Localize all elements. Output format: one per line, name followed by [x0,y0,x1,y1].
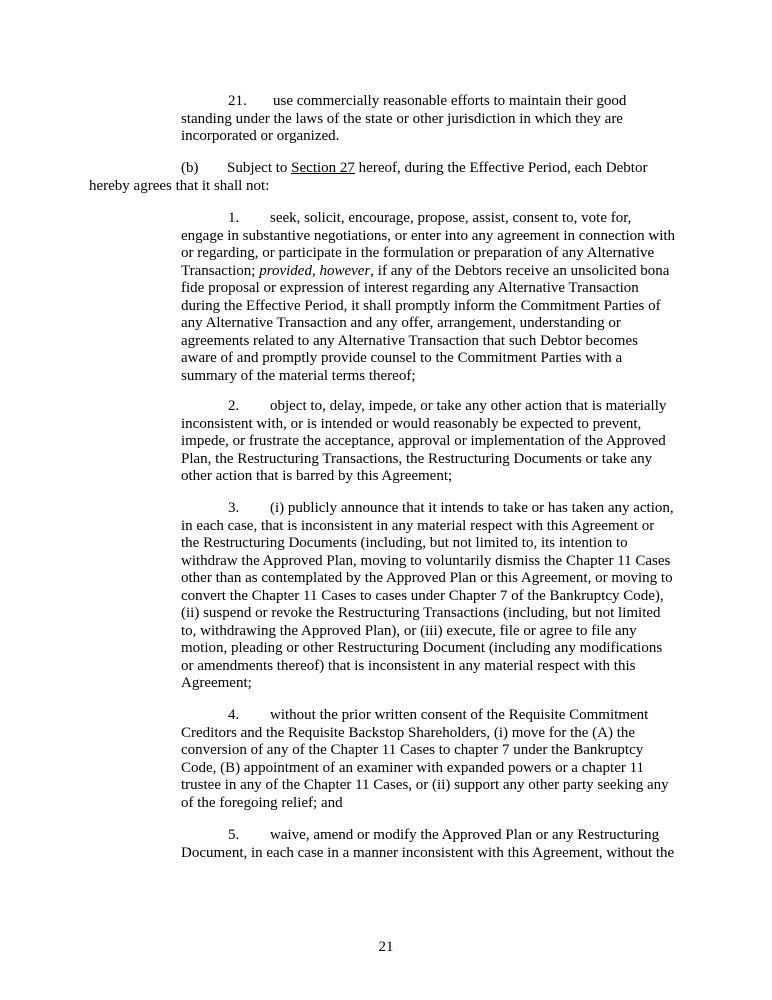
paragraph-line: (ii) suspend or revoke the Restructuring Transactions (including, but not limited [181,605,661,621]
paragraph-line: Creditors and the Requisite Backstop Shareholders, (i) move for the (A) the [181,724,636,741]
paragraph-line: 3. (i) publicly announce that it intends to take or has taken any action, [228,500,674,516]
paragraph-line: motion, pleading or other Restructuring Document (including any modifications [181,640,663,656]
paragraph-line: trustee in any of the Chapter 11 Cases, or (ii) support any other party seeking any [181,777,669,793]
paragraph-number: 1. [228,210,240,226]
paragraph-line: hereby agrees that it shall not: [89,177,270,194]
paragraph-21 [181,93,626,146]
paragraph-line: 5. waive, amend or modify the Approved Plan or any Restructuring [228,827,660,843]
paragraph-line: Agreement; [181,675,252,691]
page-number: 21 [378,939,394,955]
paragraph-line: of the foregoing relief; and [181,794,343,811]
paragraph-b [89,160,647,195]
section-reference-link[interactable]: Section 27 [291,160,355,176]
paragraph-number: 4. [228,707,240,723]
paragraph-line: in each case, that is inconsistent in any material respect with this Agreement or [181,517,655,534]
paragraph-number: 21. [228,93,247,109]
paragraph-line: withdraw the Approved Plan, moving to voluntarily dismiss the Chapter 11 Cases [181,552,671,569]
paragraph-line: impede, or frustrate the acceptance, approval or implementation of the Approved [181,433,666,449]
paragraph-line: Code, (B) appointment of an examiner with expanded powers or a chapter 11 [181,759,645,776]
paragraph-line: convert the Chapter 11 Cases to cases under Chapter 7 of the Bankruptcy Code), [181,587,664,604]
paragraph-line: agreements related to any Alternative Transaction that such Debtor becomes [181,332,638,349]
paragraph-line: the Restructuring Documents (including, but not limited to, its intention to [181,535,628,551]
paragraph-5 [181,827,674,862]
paragraph-line: to, withdrawing the Approved Plan), or (iii) execute, file or agree to file any [181,622,637,639]
paragraph-number: 3. [228,500,240,516]
paragraph-line: aware of and promptly provide counsel to the Commitment Parties with a [181,350,623,366]
paragraph-line: engage in substantive negotiations, or enter into any agreement in connection with [181,227,676,244]
paragraph-line: (b) Subject to Section 27 hereof, during the Effective Period, each Debtor [181,160,648,176]
paragraph-number: 2. [228,398,240,414]
paragraph-line: 2. object to, delay, impede, or take any other action that is materially [228,398,667,414]
paragraph-line: 21. use commercially reasonable efforts to maintain their good [228,93,627,109]
paragraph-line: Document, in each case in a manner inconsistent with this Agreement, without the [181,844,675,861]
paragraph-line: any Alternative Transaction and any offer, arrangement, understanding or [181,315,621,331]
paragraph-line: fide proposal or expression of interest regarding any Alternative Transaction [181,280,639,296]
paragraph-line: inconsistent with, or is intended or would reasonably be expected to prevent, [181,415,642,432]
paragraph-line: Plan, the Restructuring Transactions, the Restructuring Documents or take any [181,450,653,467]
paragraph-line: standing under the laws of the state or other jurisdiction in which they are [181,110,623,127]
paragraph-line: other action that is barred by this Agreement; [181,468,453,484]
paragraph-1 [181,210,675,385]
paragraph-4 [181,707,669,812]
paragraph-line: conversion of any of the Chapter 11 Cases to chapter 7 under the Bankruptcy [181,742,644,758]
paragraph-line: summary of the material terms thereof; [181,367,416,384]
paragraph-line: during the Effective Period, it shall promptly inform the Commitment Parties of [181,297,661,314]
paragraph-2 [181,398,666,486]
paragraph-line: Transaction; provided, however, if any of the Debtors receive an unsolicited bona [181,262,670,279]
paragraph-line: or amendments thereof) that is inconsistent in any material respect with this [181,657,636,674]
paragraph-line: 4. without the prior written consent of the Requisite Commitment [228,707,649,723]
paragraph-line: other than as contemplated by the Approved Plan or this Agreement, or moving to [181,570,673,586]
paragraph-number: (b) [181,160,199,176]
paragraph-line: 1. seek, solicit, encourage, propose, assist, consent to, vote for, [228,210,632,226]
paragraph-line: or regarding, or participate in the formulation or preparation of any Alternative [181,245,655,261]
paragraph-number: 5. [228,827,240,843]
paragraph-3 [181,500,674,693]
paragraph-line: incorporated or organized. [181,128,340,144]
